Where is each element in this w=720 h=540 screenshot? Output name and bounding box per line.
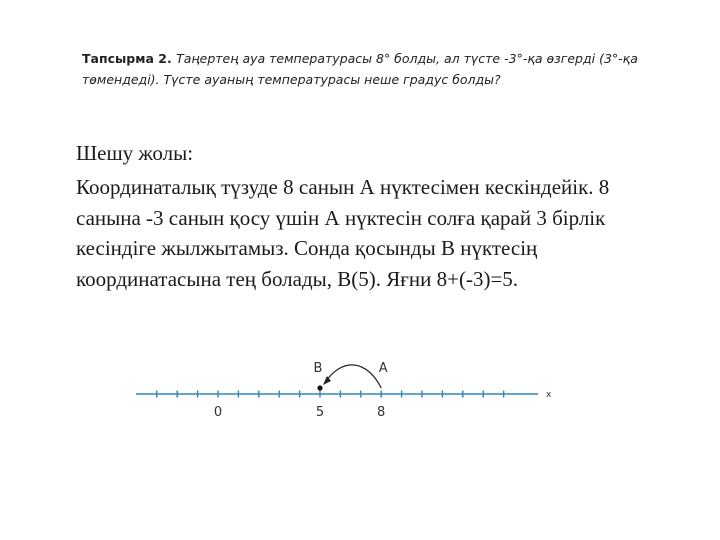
task-label: Тапсырма 2 bbox=[82, 51, 167, 66]
axis-label-x: x bbox=[546, 390, 552, 400]
task-statement bbox=[82, 48, 652, 90]
number-line bbox=[0, 350, 720, 430]
task-text: Таңертең ауа температурасы 8° болды, ал түсте -3°-қа өзгерді (3°-қа төмендеді). Түсте ауаның температурасы неше градус болды? bbox=[82, 51, 638, 87]
tick-label: 5 bbox=[315, 405, 325, 420]
number-line-labels bbox=[214, 361, 388, 420]
solution-heading: Шешу жолы: bbox=[76, 141, 194, 165]
tick-label: 0 bbox=[213, 405, 223, 420]
move-arrow bbox=[324, 365, 381, 388]
tick-label: 8 bbox=[377, 405, 386, 420]
move-arrowhead bbox=[323, 376, 331, 385]
point-label-b: B bbox=[313, 361, 323, 376]
solution-paragraph: Координаталық түзуде 8 санын А нүктесімен кескіндейік. 8 санына -3 санын қосу үшін А нүктесін солға қарай 3 бірлік кесіндіге жылжытамыз. Сонда қосынды В нүктесің координатасына тең болады, В(5). Яғни 8+(-3)=5. bbox=[76, 175, 610, 291]
point-b-dot bbox=[317, 385, 322, 390]
task-label-punct: . bbox=[166, 51, 177, 66]
point-label-a: A bbox=[378, 361, 388, 376]
